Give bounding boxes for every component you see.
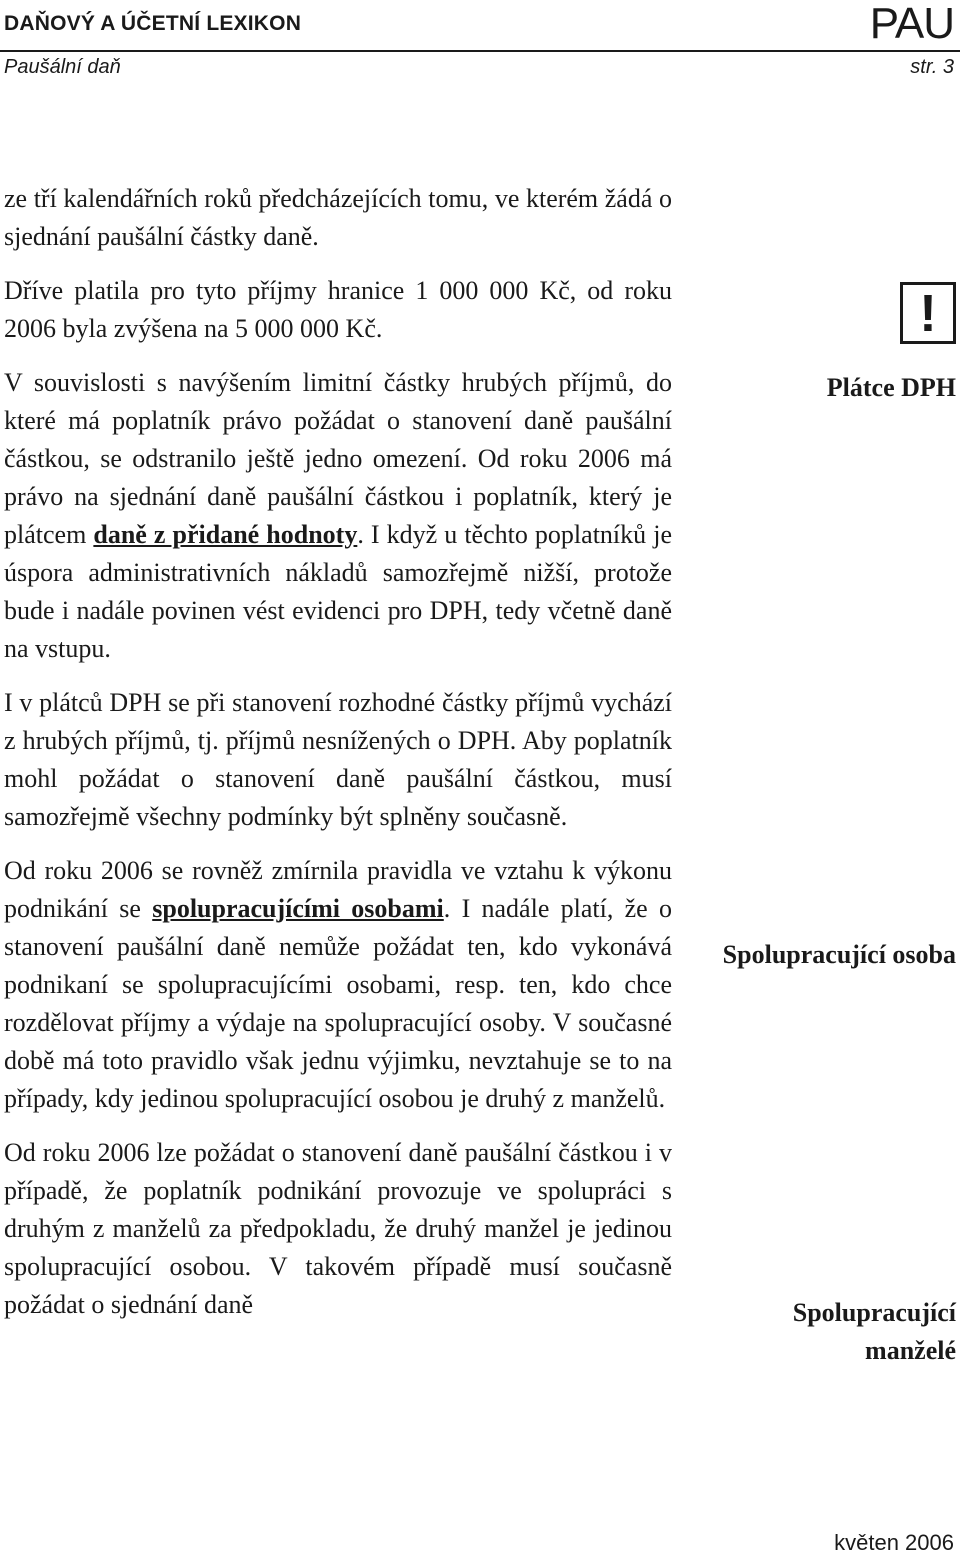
header-divider <box>0 50 960 52</box>
lexicon-title: DAŇOVÝ A ÚČETNÍ LEXIKON <box>4 12 302 35</box>
cooperating-persons-link[interactable]: spolupracujícími osobami <box>152 894 444 923</box>
margin-note-cooperating-person: Spolupracující osoba <box>722 940 956 969</box>
footer-date: květen 2006 <box>834 1530 954 1555</box>
paragraph-3-text-a: V souvislosti s navýšením limitní částky hrubých příjmů, do které má poplatník právo požádat o stanovení daně paušální částkou, se odstranilo ještě jedno omezení. Od roku 2006 má právo na sjednání daně paušální částkou i poplatník, který je plátcem <box>4 368 672 549</box>
paragraph-5-text-a: Od roku 2006 se rovněž zmírnila pravidla ve vztahu k výkonu podnikání se <box>4 856 672 923</box>
section-code: PAU <box>869 0 954 48</box>
section-subtitle: Paušální daň <box>4 56 121 78</box>
main-text-column <box>4 180 672 1324</box>
paragraph-5 <box>4 852 672 1118</box>
vat-link[interactable]: daně z přidané hodnoty <box>93 520 358 549</box>
margin-note-vat-payer: Plátce DPH <box>826 373 956 402</box>
paragraph-3-text-b: . I když u těchto poplatníků je úspora administrativních nákladů samozřejmě nižší, protože bude i nadále povinen vést evidenci pro DPH, tedy včetně daně na vstupu. <box>4 520 672 663</box>
paragraph-4: I v plátců DPH se při stanovení rozhodné částky příjmů vychází z hrubých příjmů, tj. příjmů nesnížených o DPH. Aby poplatník mohl požádat o stanovení daně paušální částkou, musí samozřejmě všechny podmínky být splněny současně. <box>4 688 672 831</box>
paragraph-2: Dříve platila pro tyto příjmy hranice 1 000 000 Kč, od roku 2006 byla zvýšena na 5 000 000 Kč. <box>4 276 672 343</box>
warning-icon: ! <box>900 282 956 344</box>
paragraph-5-text-b: . I nadále platí, že o stanovení paušální daně nemůže požádat ten, kdo vykonává podnikaní se spolupracujícími osobami, resp. ten, kdo chce rozdělovat příjmy a výdaje na spolupracující osoby. V současné době má toto pravidlo však jednu výjimku, nevztahuje se to na případy, kdy jedinou spolupracující osobou je druhý z manželů. <box>4 894 673 1113</box>
page-number: str. 3 <box>910 56 954 78</box>
paragraph-6: Od roku 2006 lze požádat o stanovení daně paušální částkou i v případě, že poplatník podnikání provozuje ve spolupráci s druhým z manželů za předpokladu, že druhý manžel je jedinou spolupracující osobou. V takovém případě musí současně požádat o sjednání daně <box>4 1138 672 1319</box>
paragraph-1: ze tří kalendářních roků předcházejících tomu, ve kterém žádá o sjednání paušální částky daně. <box>4 184 672 251</box>
paragraph-3 <box>4 364 672 668</box>
margin-note-cooperating-spouses: Spolupracující manželé <box>792 1298 956 1365</box>
